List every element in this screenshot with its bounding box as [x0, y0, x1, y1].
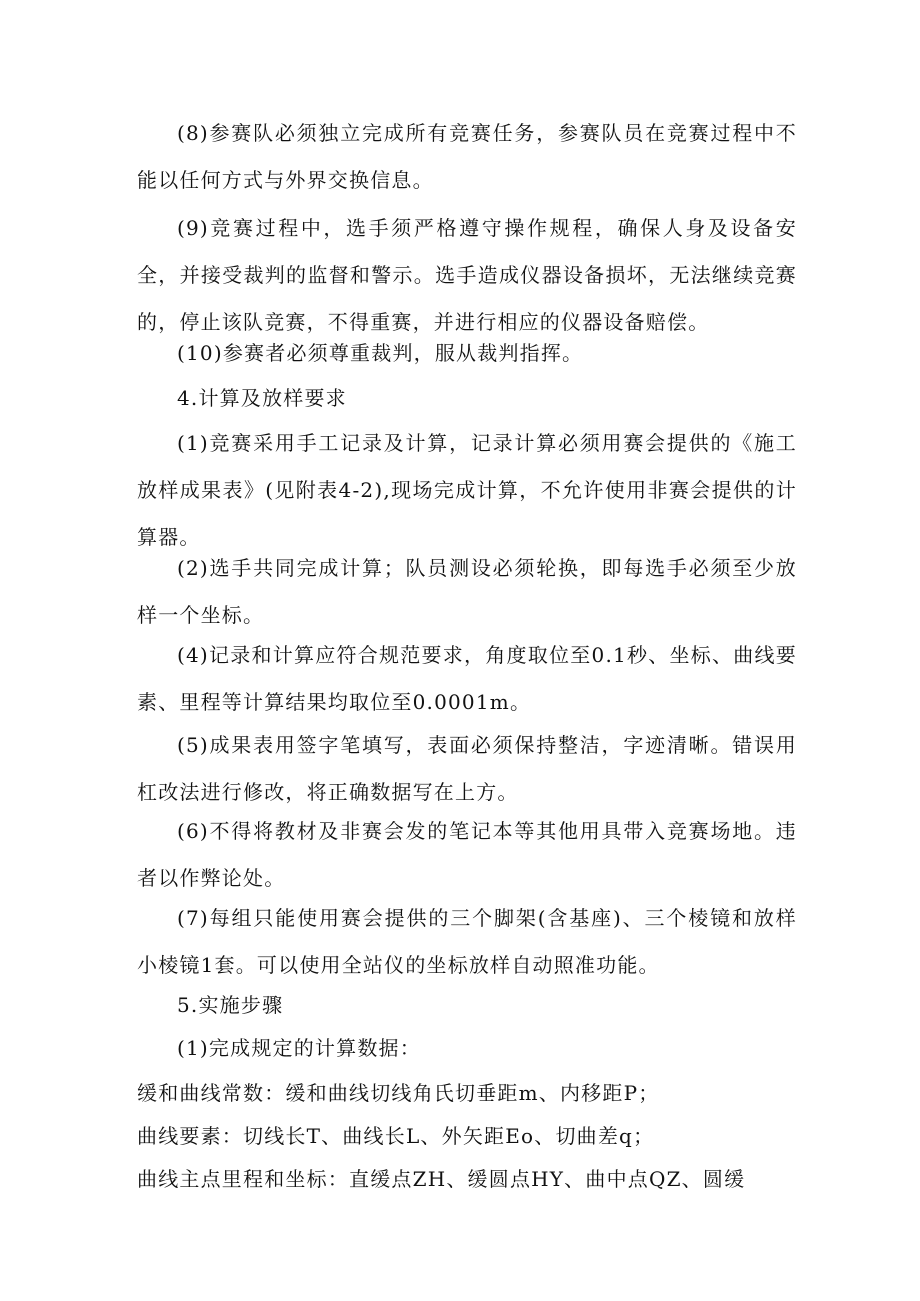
- paragraph-calc-4: (4)记录和计算应符合规范要求，角度取位至0.1秒、坐标、曲线要素、里程等计算结果均取位至0.0001m。: [137, 643, 797, 714]
- paragraph-calc-6: (6)不得将教材及非赛会发的笔记本等其他用具带入竞赛场地。违者以作弊论处。: [137, 819, 797, 890]
- paragraph-step-1: (1)完成规定的计算数据：: [177, 1036, 421, 1060]
- section-heading-5: 5.实施步骤: [177, 993, 284, 1017]
- paragraph-calc-1: (1)竞赛采用手工记录及计算，记录计算必须用赛会提供的《施工放样成果表》(见附表4-2),现场完成计算，不允许使用非赛会提供的计算器。: [137, 431, 797, 549]
- section-heading-4: 4.计算及放样要求: [177, 386, 347, 410]
- paragraph-step-1-constants: 缓和曲线常数：缓和曲线切线角氏切垂距m、内移距P；: [137, 1081, 660, 1105]
- paragraph-calc-7: (7)每组只能使用赛会提供的三个脚架(含基座)、三个棱镜和放样小棱镜1套。可以使用全站仪的坐标放样自动照准功能。: [137, 906, 797, 977]
- paragraph-rule-10: (10)参赛者必须尊重裁判，服从裁判指挥。: [177, 341, 584, 365]
- paragraph-rule-8: (8)参赛队必须独立完成所有竞赛任务，参赛队员在竞赛过程中不能以任何方式与外界交换信息。: [137, 121, 797, 192]
- paragraph-rule-9: (9)竞赛过程中，选手须严格遵守操作规程，确保人身及设备安全，并接受裁判的监督和警示。选手造成仪器设备损坏，无法继续竞赛的，停止该队竞赛，不得重赛，并进行相应的仪器设备赔偿。: [137, 216, 797, 334]
- paragraph-calc-2: (2)选手共同完成计算；队员测设必须轮换，即每选手必须至少放样一个坐标。: [137, 556, 797, 627]
- paragraph-step-1-elements: 曲线要素：切线长T、曲线长L、外矢距Eo、切曲差q；: [137, 1124, 655, 1148]
- paragraph-calc-5: (5)成果表用签字笔填写，表面必须保持整洁，字迹清晰。错误用杠改法进行修改，将正确数据写在上方。: [137, 733, 797, 804]
- paragraph-step-1-mainpoints: 曲线主点里程和坐标：直缓点ZH、缓圆点HY、曲中点QZ、圆缓: [137, 1167, 746, 1191]
